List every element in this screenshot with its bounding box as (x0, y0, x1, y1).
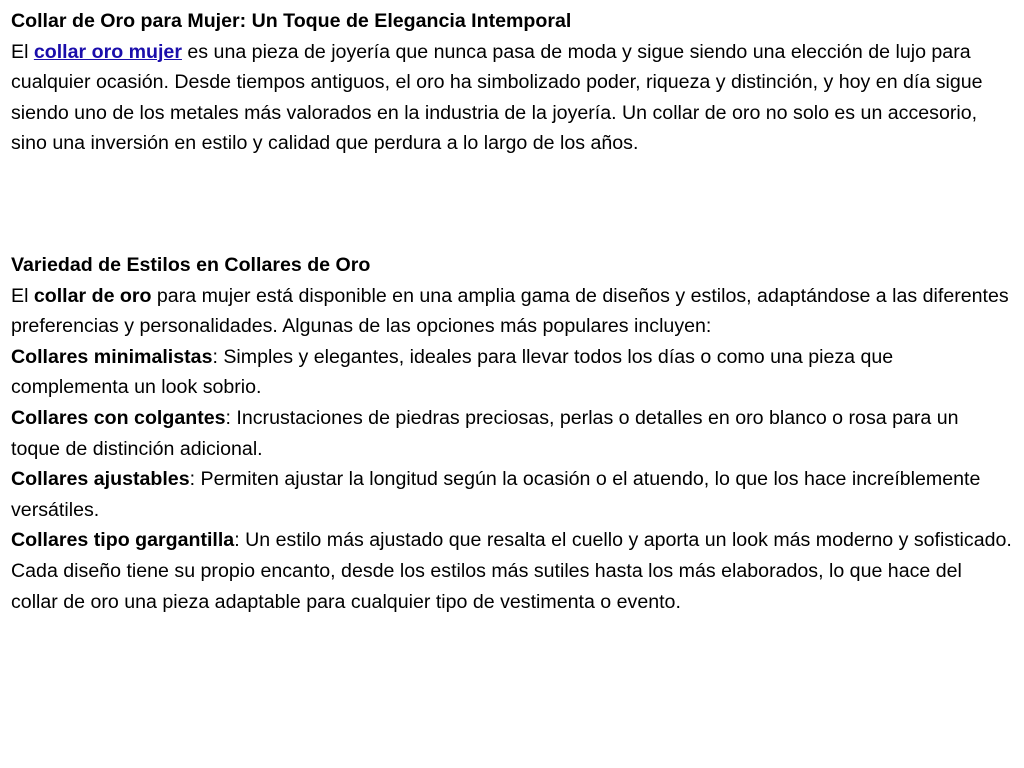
intro-paragraph (11, 37, 1013, 159)
list-item-description: : Simples y elegantes, ideales para llevar todos los días o como una pieza que complementa un look sobrio. (11, 345, 894, 399)
list-item (11, 403, 1013, 464)
intro-prefix: El (11, 40, 34, 63)
section-heading: Variedad de Estilos en Collares de Oro (11, 253, 371, 276)
list-item (11, 525, 1013, 556)
list-item-description: : Un estilo más ajustado que resalta el cuello y aporta un look más moderno y sofisticado. (234, 529, 1012, 552)
list-item-description: : Incrustaciones de piedras preciosas, perlas o detalles en oro blanco o rosa para un toque de distinción adicional. (11, 406, 959, 460)
list-item-term: Collares ajustables (11, 468, 190, 491)
list-item-term: Collares con colgantes (11, 406, 226, 429)
list-item (11, 342, 1013, 403)
list-item (11, 464, 1013, 525)
list-item-term: Collares minimalistas (11, 345, 213, 368)
intro-prefix: El (11, 284, 34, 307)
styles-intro-paragraph (11, 281, 1013, 342)
intro-text: para mujer está disponible en una amplia gama de diseños y estilos, adaptándose a las diferentes preferencias y personalidades. Algunas de las opciones más populares incluyen: (11, 284, 1009, 338)
list-item-description: : Permiten ajustar la longitud según la ocasión o el atuendo, lo que los hace increíblemente versátiles. (11, 468, 981, 521)
section-heading: Collar de Oro para Mujer: Un Toque de Elegancia Intemporal (11, 10, 572, 32)
closing-paragraph: Cada diseño tiene su propio encanto, desde los estilos más sutiles hasta los más elaborados, lo que hace del collar de oro una pieza adaptable para cualquier tipo de vestimenta o evento. (11, 559, 962, 613)
section-spacer (11, 159, 1013, 250)
intro-text: es una pieza de joyería que nunca pasa de moda y sigue siendo una elección de lujo para cualquier ocasión. Desde tiempos antiguos, el oro ha simbolizado poder, riqueza y distinción, y hoy en día sigue siendo uno de los metales más valorados en la industria de la joyería. Un collar de oro no solo es un accesorio, sino una inversión en estilo y calidad que perdura a lo largo de los años. (11, 40, 983, 155)
document-body (11, 6, 1013, 617)
collar-oro-mujer-link[interactable]: collar oro mujer (33, 40, 182, 63)
bold-term: collar de oro (33, 284, 152, 307)
list-item-term: Collares tipo gargantilla (11, 529, 235, 552)
